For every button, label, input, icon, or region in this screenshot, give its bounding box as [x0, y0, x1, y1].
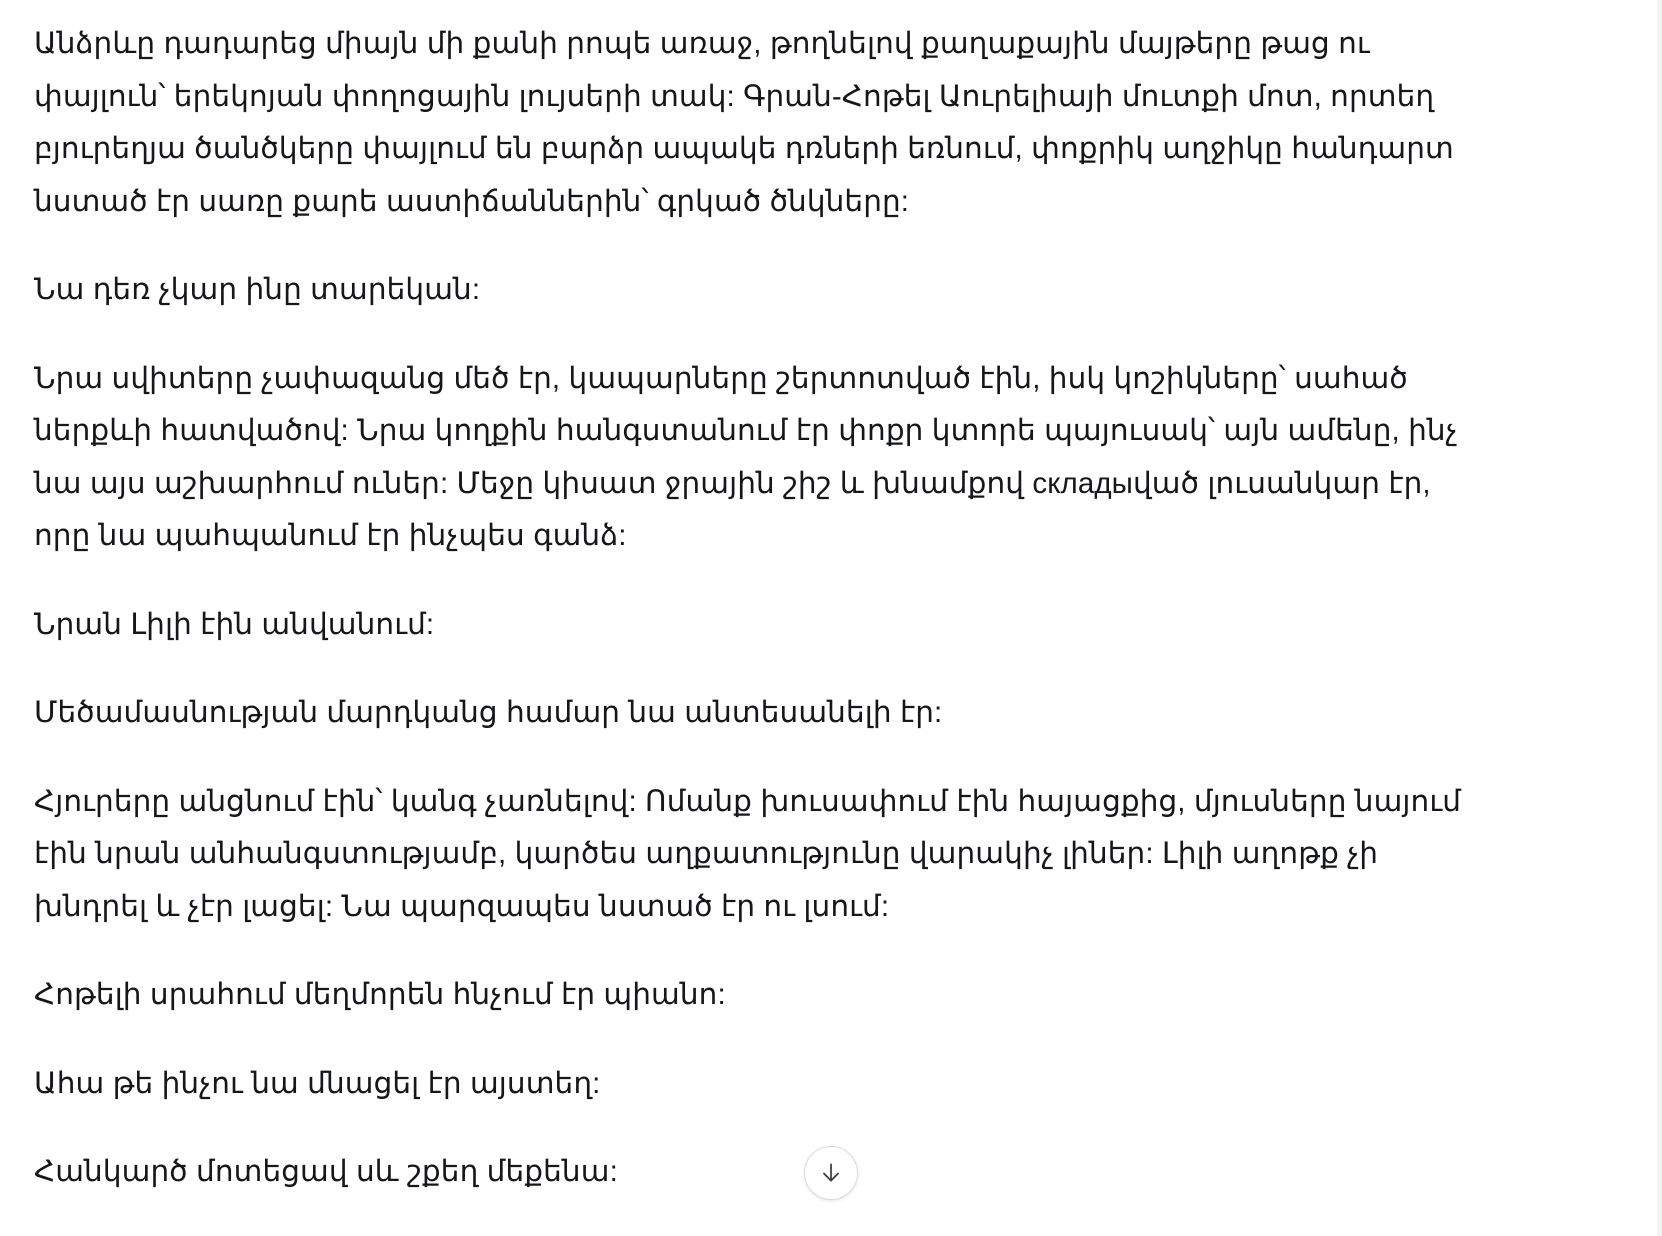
- paragraph: Մեծամասնության մարդկանց համար նա անտեսանելի էր:: [34, 696, 943, 729]
- arrow-down-icon: [818, 1160, 844, 1186]
- paragraph: Ահա թե ինչու նա մնացել էր այստեղ:: [34, 1066, 601, 1100]
- paragraph: Նրան Լիլի էին անվանում:: [34, 607, 435, 641]
- paragraph: Նա դեռ չկար ինը տարեկան:: [34, 273, 481, 306]
- paragraph: Նրա սվիտերը չափազանց մեծ էր, կապարները շերտոտված էին, իսկ կոշիկները՝ սահած ներքևի հատվածով: Նրա կողքին հանգստանում էր փոքր կտորե պայուսակ՝ այն ամենը, ինչ նա այս աշխարհում ուներ: Մեջը կիսատ ջրային շիշ և խնամքով складыված լուսանկար էր, որը նա պահպանում էր ինչպես գանձ:: [34, 361, 1466, 552]
- page-right-margin: [1657, 0, 1662, 1236]
- paragraph: Անձրևը դադարեց միայն մի քանի րոպե առաջ, թողնելով քաղաքային մայթերը թաց ու փայլուն՝ երեկոյան փողոցային լույսերի տակ: Գրան-Հոթել Աուրելիայի մուտքի մոտ, որտեղ բյուրեղյա ծանծկերը փայլում են բարձր ապակե դռների եռնում, փոքրիկ աղջիկը հանդարտ նստած էր սառը քարե աստիճաններին՝ գրկած ծնկները:: [34, 27, 1463, 218]
- paragraph: Հյուրերը անցնում էին՝ կանգ չառնելով: Ոմանք խուսափում էին հայացքից, մյուսները նայում էին նրան անհանգստությամբ, կարծես աղքատությունը վարակիչ լիներ: Լիլի աղոթք չի խնդրել և չէր լացել: Նա պարզապես նստած էր ու լսում:: [34, 784, 1470, 923]
- scroll-to-bottom-button[interactable]: [804, 1146, 858, 1200]
- paragraph: Հանկարծ մոտեցավ սև շքեղ մեքենա:: [34, 1155, 618, 1188]
- paragraph: Հոթելի սրահում մեղմորեն հնչում էր պիանո:: [34, 978, 726, 1011]
